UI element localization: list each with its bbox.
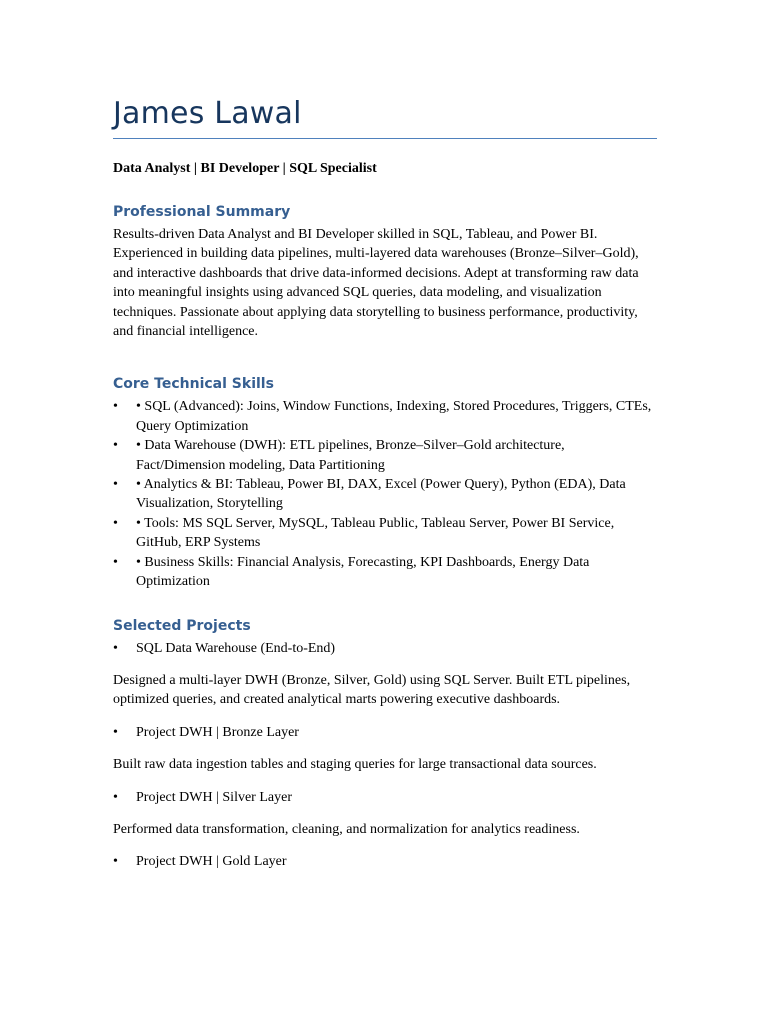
skill-item [113, 436, 657, 475]
skills-heading: Core Technical Skills [113, 376, 274, 393]
skill-text: • Analytics & BI: Tableau, Power BI, DAX, Excel (Power Query), Python (EDA), Data Visualization, Storytelling [136, 477, 626, 512]
bullet-dot: • [113, 640, 118, 656]
bullet-dot: • [113, 789, 118, 805]
bullet-dot: • [113, 515, 118, 531]
bullet-dot: • [113, 854, 118, 870]
title-divider [113, 138, 657, 139]
bullet-dot: • [113, 724, 118, 740]
bullet-dot: • [113, 399, 118, 415]
skill-item [113, 475, 657, 514]
skill-text: • Tools: MS SQL Server, MySQL, Tableau Public, Tableau Server, Power BI Service, GitHub, ERP Systems [136, 515, 615, 551]
project-title [113, 639, 657, 658]
candidate-tagline: Data Analyst | BI Developer | SQL Specialist [113, 161, 377, 176]
skill-item [113, 553, 657, 592]
skill-text: • Data Warehouse (DWH): ETL pipelines, Bronze–Silver–Gold architecture, Fact/Dimension modeling, Data Partitioning [136, 438, 565, 473]
skill-item [113, 397, 657, 436]
project-description: Performed data transformation, cleaning, and normalization for analytics readiness. [113, 821, 580, 837]
summary-heading: Professional Summary [113, 204, 291, 220]
project-description: Designed a multi-layer DWH (Bronze, Silver, Gold) using SQL Server. Built ETL pipelines, optimized queries, and created analytical marts powering executive dashboards. [113, 672, 631, 708]
projects-heading: Selected Projects [113, 617, 251, 634]
bullet-dot: • [113, 438, 118, 454]
project-title-text: Project DWH | Gold Layer [136, 854, 287, 870]
project-title-text: Project DWH | Bronze Layer [136, 724, 299, 740]
project-title-text: Project DWH | Silver Layer [136, 789, 292, 805]
project-description: Built raw data ingestion tables and staging queries for large transactional data sources. [113, 757, 597, 773]
project-title-text: SQL Data Warehouse (End-to-End) [136, 640, 336, 656]
bullet-dot: • [113, 477, 118, 493]
project-title [113, 723, 657, 742]
bullet-dot: • [113, 554, 118, 570]
skill-text: • Business Skills: Financial Analysis, Forecasting, KPI Dashboards, Energy Data Optimization [136, 554, 590, 590]
project-title [113, 852, 657, 871]
skill-item [113, 514, 657, 553]
resume-page [113, 92, 657, 872]
candidate-name: James Lawal [113, 96, 302, 131]
project-title [113, 788, 657, 807]
skill-text: • SQL (Advanced): Joins, Window Functions, Indexing, Stored Procedures, Triggers, CTEs, Query Optimization [136, 399, 652, 434]
skills-list [113, 397, 657, 591]
summary-text: Results-driven Data Analyst and BI Developer skilled in SQL, Tableau, and Power BI. Experienced in building data pipelines, multi-layered data warehouses (Bronze–Silver–Gold), and interactive dashboards that drive data-informed decisions. Adept at transforming raw data into meaningful insights using advanced SQL queries, data modeling, and visualization techniques. Passionate about applying data storytelling to business performance, productivity, and financial intelligence. [113, 227, 639, 340]
